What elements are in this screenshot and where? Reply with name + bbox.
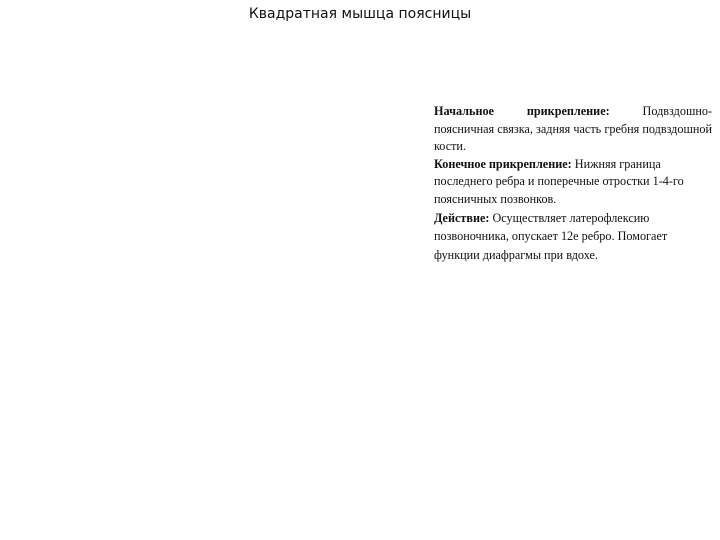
- origin-text: Подвздошно-поясничная связка, задняя часть гребня подвздошной кости.: [434, 104, 713, 154]
- action-paragraph: [434, 209, 712, 265]
- insertion-label: Конечное прикрепление:: [434, 156, 572, 171]
- action-label: Действие:: [434, 210, 490, 225]
- origin-label: Начальное прикрепление:: [434, 104, 610, 118]
- insertion-text: Нижняя граница последнего ребра и поперечные отростки 1-4-го поясничных позвонков.: [434, 156, 684, 206]
- action-text: Осуществляет латерофлексию позвоночника, опускает 12е ребро. Помогает функции диафрагмы при вдохе.: [434, 210, 668, 262]
- origin-paragraph: [434, 103, 712, 156]
- slide-title: Квадратная мышца поясницы: [248, 6, 472, 22]
- insertion-paragraph: [434, 156, 712, 209]
- muscle-description: [434, 103, 712, 264]
